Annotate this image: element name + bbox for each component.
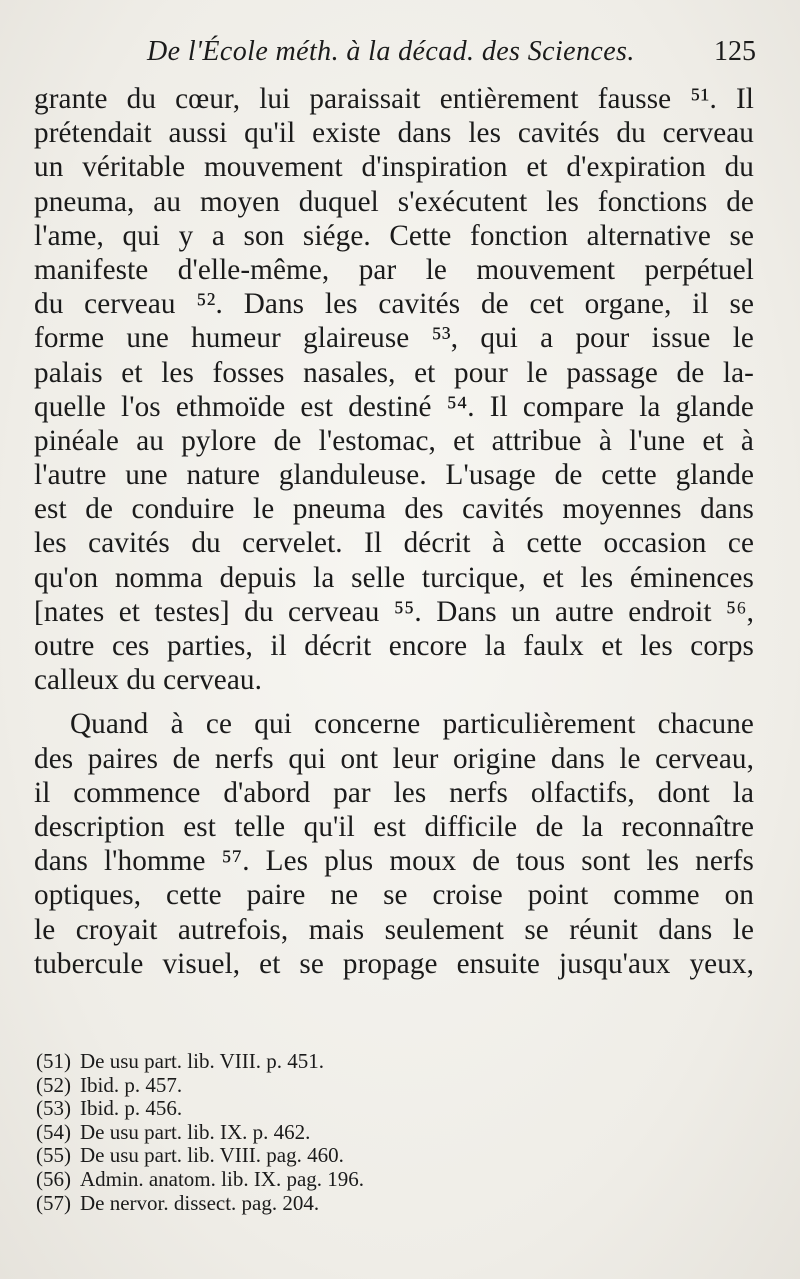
text-line: description est telle qu'il est difficile de la reconnaître <box>34 810 754 843</box>
text-line: du cerveau ⁵². Dans les cavités de cet organe, il se <box>34 288 754 321</box>
footnote-text: De nervor. dissect. pag. 204. <box>80 1190 320 1215</box>
text-line: calleux du cerveau. <box>34 664 262 697</box>
footnote <box>36 1192 756 1216</box>
text-line: tubercule visuel, et se propage ensuite jusqu'aux yeux, <box>34 947 754 980</box>
text-line: pinéale au pylore de l'estomac, et attribue à l'une et à <box>34 424 754 457</box>
text-line: quelle l'os ethmoïde est destiné ⁵⁴. Il compare la glande <box>34 390 754 423</box>
footnote-text: Admin. anatom. lib. IX. pag. 196. <box>80 1166 365 1191</box>
footnote-number: (54) <box>36 1119 71 1144</box>
footnote-text: De usu part. lib. VIII. pag. 460. <box>80 1143 344 1168</box>
text-line: Quand à ce qui concerne particulièrement chacune <box>70 708 754 741</box>
footnotes <box>36 1050 756 1215</box>
text-line: est de conduire le pneuma des cavités moyennes dans <box>34 493 754 526</box>
body-text <box>34 82 754 981</box>
page-number: 125 <box>714 36 756 67</box>
text-line: forme une humeur glaireuse ⁵³, qui a pour issue le <box>34 322 754 355</box>
text-line: les cavités du cervelet. Il décrit à cette occasion ce <box>34 527 754 560</box>
footnote-number: (56) <box>36 1166 71 1191</box>
footnote <box>36 1121 756 1145</box>
text-line: pneuma, au moyen duquel s'exécutent les fonctions de <box>34 185 754 218</box>
text-line: [nates et testes] du cerveau ⁵⁵. Dans un autre endroit ⁵⁶, <box>34 595 754 628</box>
text-line: il commence d'abord par les nerfs olfactifs, dont la <box>34 776 754 809</box>
text-line: le croyait autrefois, mais seulement se réunit dans le <box>34 913 754 946</box>
text-line: l'autre une nature glanduleuse. L'usage de cette glande <box>34 459 754 492</box>
text-line: palais et les fosses nasales, et pour le passage de la- <box>34 356 754 389</box>
footnote <box>36 1050 756 1074</box>
running-title: De l'École méth. à la décad. des Sciences. <box>147 36 635 67</box>
text-line: qu'on nomma depuis la selle turcique, et les éminences <box>34 561 754 594</box>
text-line: l'ame, qui y a son siége. Cette fonction alternative se <box>34 219 754 252</box>
footnote-number: (51) <box>36 1049 71 1073</box>
text-line: des paires de nerfs qui ont leur origine dans le cerveau, <box>34 742 754 775</box>
paragraph-2 <box>34 707 754 981</box>
footnote-number: (55) <box>36 1143 71 1168</box>
paragraph-gap <box>34 697 754 707</box>
text-line: optiques, cette paire ne se croise point comme on <box>34 879 754 912</box>
footnote <box>36 1144 756 1168</box>
text-line: manifeste d'elle-même, par le mouvement perpétuel <box>34 253 754 286</box>
paragraph-1 <box>34 82 754 697</box>
text-line: dans l'homme ⁵⁷. Les plus moux de tous sont les nerfs <box>34 845 754 878</box>
text-line: grante du cœur, lui paraissait entièrement fausse ⁵¹. Il <box>34 83 754 115</box>
page-header <box>32 36 760 86</box>
text-line: prétendait aussi qu'il existe dans les cavités du cerveau <box>34 117 754 150</box>
footnote <box>36 1074 756 1098</box>
text-line: un véritable mouvement d'inspiration et d'expiration du <box>34 151 754 184</box>
footnote <box>36 1168 756 1192</box>
footnote-number: (53) <box>36 1096 71 1121</box>
footnote-number: (57) <box>36 1190 71 1215</box>
footnote-text: De usu part. lib. VIII. p. 451. <box>80 1049 324 1073</box>
footnote <box>36 1097 756 1121</box>
footnote-text: Ibid. p. 457. <box>80 1072 183 1097</box>
footnote-number: (52) <box>36 1072 71 1097</box>
text-line: outre ces parties, il décrit encore la faulx et les corps <box>34 630 754 662</box>
footnote-text: De usu part. lib. IX. p. 462. <box>80 1119 311 1144</box>
footnote-text: Ibid. p. 456. <box>80 1096 183 1121</box>
